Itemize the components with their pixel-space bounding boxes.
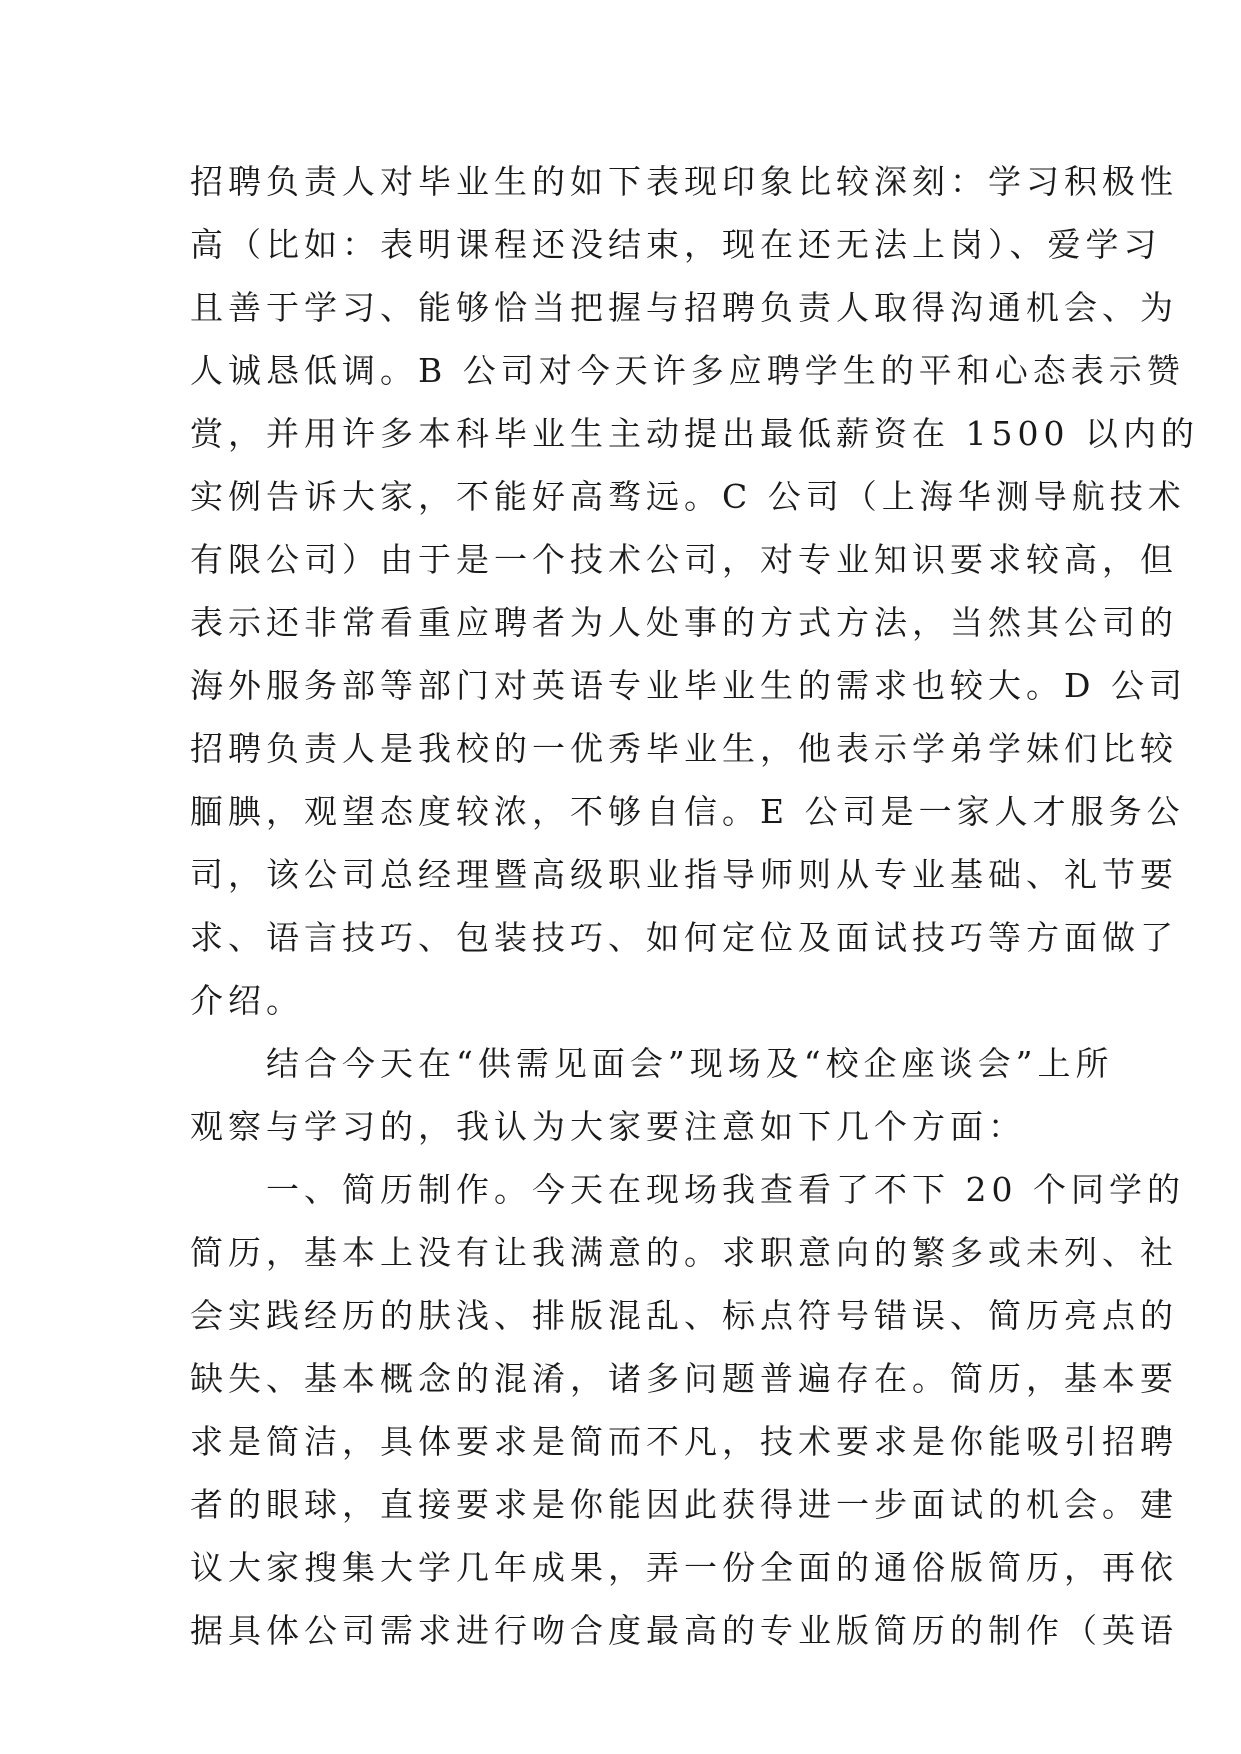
text-line: 者的眼球，直接要求是你能因此获得进一步面试的机会。建: [190, 1485, 1178, 1524]
text-line: 缺失、基本概念的混淆，诸多问题普遍存在。简历，基本要: [190, 1359, 1178, 1398]
text-line: 人诚恳低调。B 公司对今天许多应聘学生的平和心态表示赞: [190, 351, 1185, 390]
text-line: 腼腆，观望态度较浓，不够自信。E 公司是一家人才服务公: [190, 792, 1185, 831]
text-line: 司，该公司总经理暨高级职业指导师则从专业基础、礼节要: [190, 855, 1178, 894]
document-body: [190, 150, 1199, 1662]
text-line: 会实践经历的肤浅、排版混乱、标点符号错误、简历亮点的: [190, 1296, 1178, 1335]
text-line: 议大家搜集大学几年成果，弄一份全面的通俗版简历，再依: [190, 1548, 1178, 1587]
text-line: 招聘负责人对毕业生的如下表现印象比较深刻：学习积极性: [190, 162, 1178, 201]
paragraph-observations-intro: [190, 1032, 1114, 1158]
text-line: 表示还非常看重应聘者为人处事的方式方法，当然其公司的: [190, 603, 1178, 642]
text-line: 求是简洁，具体要求是简而不凡，技术要求是你能吸引招聘: [190, 1422, 1178, 1461]
text-line: 且善于学习、能够恰当把握与招聘负责人取得沟通机会、为: [190, 288, 1178, 327]
text-line: 海外服务部等部门对英语专业毕业生的需求也较大。D 公司: [190, 666, 1187, 705]
text-line: 招聘负责人是我校的一优秀毕业生，他表示学弟学妹们比较: [190, 729, 1178, 768]
paragraph-company-impressions: [190, 150, 1199, 1032]
paragraph-resume-making: [190, 1158, 1185, 1662]
text-line: 一、简历制作。今天在现场我查看了不下 20 个同学的: [190, 1170, 1185, 1209]
text-line: 实例告诉大家，不能好高骛远。C 公司（上海华测导航技术: [190, 477, 1186, 516]
text-line: 据具体公司需求进行吻合度最高的专业版简历的制作（英语: [190, 1611, 1178, 1650]
text-line: 赏，并用许多本科毕业生主动提出最低薪资在 1500 以内的: [190, 414, 1199, 453]
text-line: 结合今天在“供需见面会”现场及“校企座谈会”上所: [190, 1044, 1114, 1083]
text-line: 介绍。: [190, 981, 304, 1020]
text-line: 简历，基本上没有让我满意的。求职意向的繁多或未列、社: [190, 1233, 1178, 1272]
text-line: 求、语言技巧、包装技巧、如何定位及面试技巧等方面做了: [190, 918, 1178, 957]
text-line: 高（比如：表明课程还没结束，现在还无法上岗）、爱学习: [190, 225, 1162, 264]
text-line: 有限公司）由于是一个技术公司，对专业知识要求较高，但: [190, 540, 1178, 579]
text-line: 观察与学习的，我认为大家要注意如下几个方面：: [190, 1107, 1026, 1146]
